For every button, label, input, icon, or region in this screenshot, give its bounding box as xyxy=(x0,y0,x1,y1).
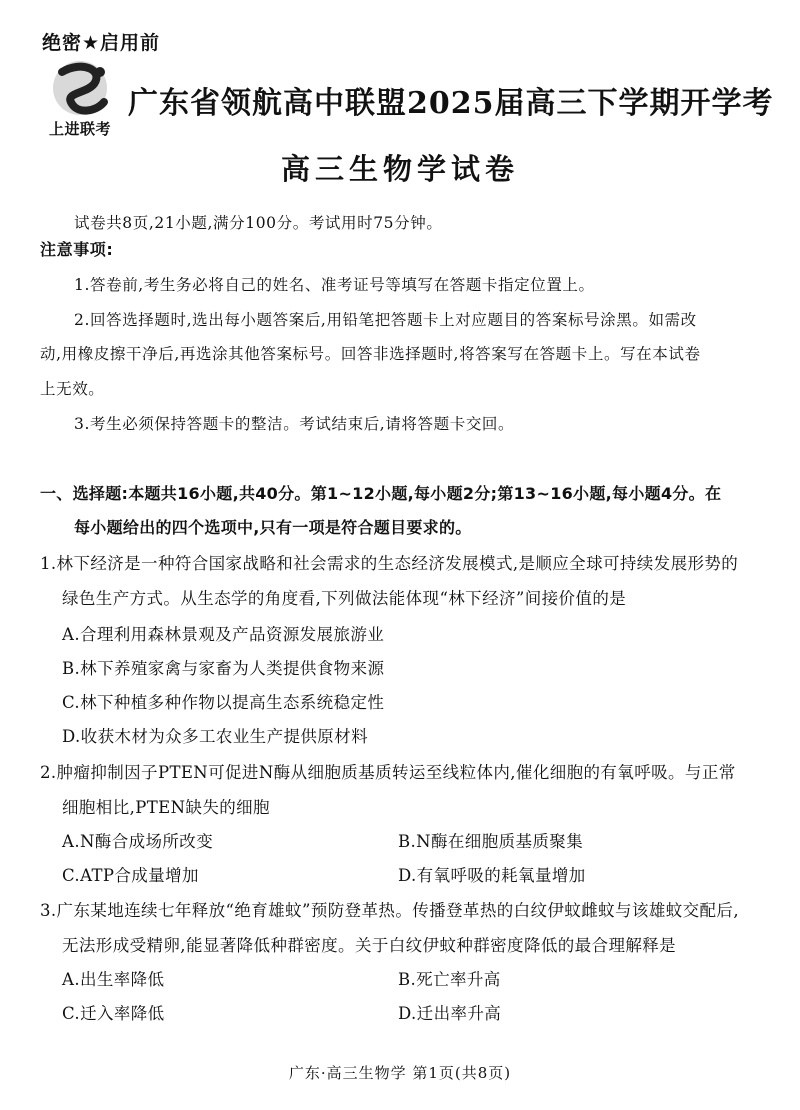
page-footer: 广东·高三生物学 第1页(共8页) xyxy=(288,1064,512,1082)
logo-text: 上进联考 xyxy=(48,120,111,138)
logo-swirl-icon xyxy=(34,58,126,120)
section-heading-line-1: 一、选择题:本题共16小题,共40分。第1~12小题,每小题2分;第13~16小题,每小题4分。在 xyxy=(40,484,722,503)
question-2-stem-line-2: 细胞相比,PTEN缺失的细胞 xyxy=(62,798,270,817)
question-2-option-d: D.有氧呼吸的耗氧量增加 xyxy=(398,866,586,885)
question-1-option-d: D.收获木材为众多工农业生产提供原材料 xyxy=(62,727,368,746)
notice-item-3: 3.考生必须保持答题卡的整洁。考试结束后,请将答题卡交回。 xyxy=(74,415,515,433)
confidential-mark: 绝密★启用前 xyxy=(42,32,161,54)
question-1-option-b: B.林下养殖家禽与家畜为人类提供食物来源 xyxy=(62,659,385,678)
question-1-stem-line-2: 绿色生产方式。从生态学的角度看,下列做法能体现“林下经济”间接价值的是 xyxy=(62,589,627,608)
question-3-option-c: C.迁入率降低 xyxy=(62,1004,165,1023)
notice-item-2-line-3: 上无效。 xyxy=(40,380,105,398)
notice-title: 注意事项: xyxy=(40,240,114,259)
question-3-option-d: D.迁出率升高 xyxy=(398,1004,502,1023)
question-1-stem-line-1: 1.林下经济是一种符合国家战略和社会需求的生态经济发展模式,是顺应全球可持续发展形势的 xyxy=(40,554,739,573)
question-3-stem-line-1: 3.广东某地连续七年释放“绝育雄蚊”预防登革热。传播登革热的白纹伊蚊雌蚊与该雄蚊交配后, xyxy=(40,901,739,920)
question-2-option-c: C.ATP合成量增加 xyxy=(62,866,199,885)
notice-item-2-line-2: 动,用橡皮擦干净后,再选涂其他答案标号。回答非选择题时,将答案写在答题卡上。写在本试卷 xyxy=(40,345,701,363)
notice-item-1: 1.答卷前,考生务必将自己的姓名、准考证号等填写在答题卡指定位置上。 xyxy=(74,276,595,294)
question-2-option-b: B.N酶在细胞质基质聚集 xyxy=(398,832,584,851)
question-1-option-c: C.林下种植多种作物以提高生态系统稳定性 xyxy=(62,693,385,712)
question-2-stem-line-1: 2.肿瘤抑制因子PTEN可促进N酶从细胞质基质转运至线粒体内,催化细胞的有氧呼吸。与正常 xyxy=(40,763,736,782)
paper-subtitle: 高三生物学试卷 xyxy=(280,152,519,186)
exam-info: 试卷共8页,21小题,满分100分。考试用时75分钟。 xyxy=(74,214,443,232)
question-1-option-a: A.合理利用森林景观及产品资源发展旅游业 xyxy=(62,625,385,644)
exam-title: 广东省领航高中联盟2025届高三下学期开学考 xyxy=(128,86,774,121)
question-2-option-a: A.N酶合成场所改变 xyxy=(62,832,214,851)
question-3-stem-line-2: 无法形成受精卵,能显著降低种群密度。关于白纹伊蚊种群密度降低的最合理解释是 xyxy=(62,936,677,955)
exam-logo xyxy=(34,58,126,138)
section-heading-line-2: 每小题给出的四个选项中,只有一项是符合题目要求的。 xyxy=(74,518,472,537)
question-3-option-a: A.出生率降低 xyxy=(62,970,165,989)
notice-item-2-line-1: 2.回答选择题时,选出每小题答案后,用铅笔把答题卡上对应题目的答案标号涂黑。如需改 xyxy=(74,311,697,329)
question-3-option-b: B.死亡率升高 xyxy=(398,970,501,989)
